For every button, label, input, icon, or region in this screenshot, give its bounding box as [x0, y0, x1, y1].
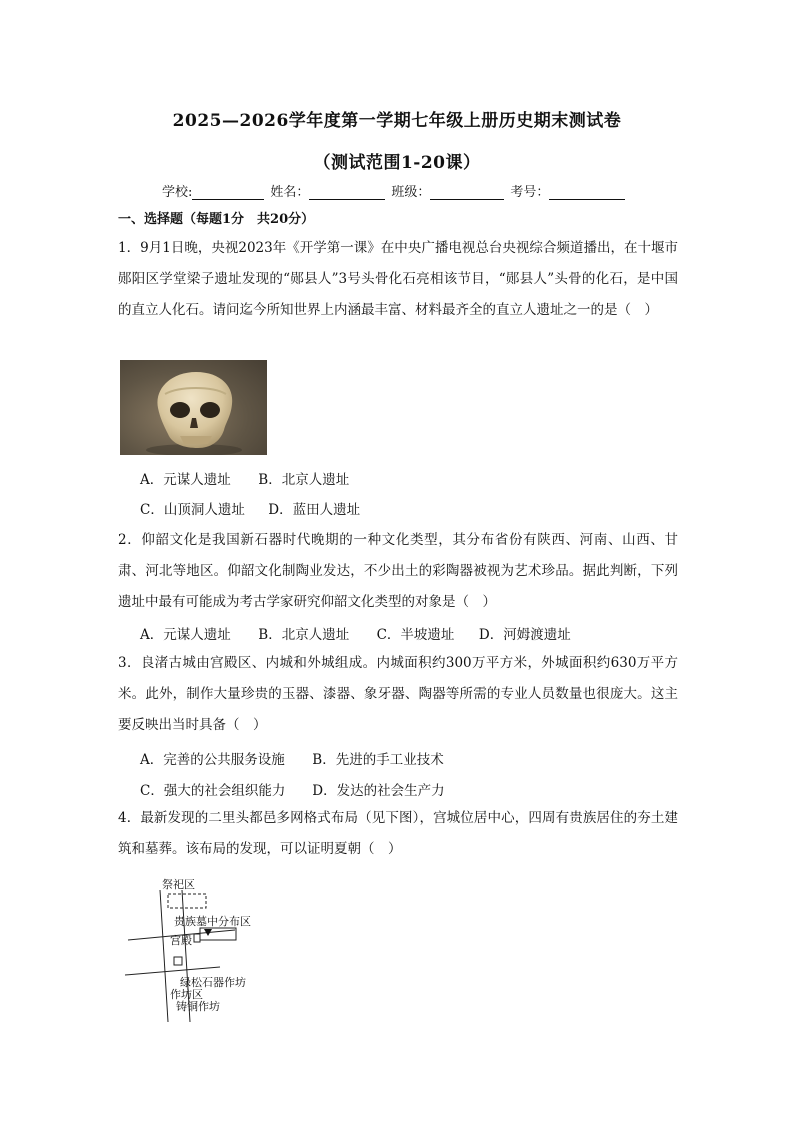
question-2-option-c[interactable]: C．半坡遗址 — [376, 627, 455, 643]
question-1-stem: 1．9月1日晚，央视2023年《开学第一课》在中央广播电视总台央视综合频道播出，在十堰市郧阳区学堂梁子遗址发现的“郧县人”3号头骨化石亮相该节目，“郧县人”头骨的化石，是中国的直立人化石。请问迄今所知世界上内涵最丰富、材料最齐全的直立人遗址之一的是（ ） — [118, 240, 678, 318]
question-1-option-d[interactable]: D．蓝田人遗址 — [268, 502, 361, 518]
name-label: 姓名： — [270, 185, 310, 200]
palace-box-2 — [174, 957, 182, 965]
question-2-stem: 2．仰韶文化是我国新石器时代晚期的一种文化类型，其分布省份有陕西、河南、山西、甘肃、河北等地区。仰韶文化制陶业发达，不少出土的彩陶器被视为艺术珍品。据此判断，下列遗址中最有可能成为考古学家研究仰韶文化类型的对象是（ ） — [118, 532, 678, 610]
section-heading: 一、选择题（每题1分 共20分） — [118, 212, 315, 227]
label-bronze-workshop: 铸铜作坊 — [176, 1000, 220, 1013]
exam-no-blank[interactable] — [549, 185, 625, 200]
sacrifice-zone-box — [168, 894, 206, 908]
question-3-stem: 3．良渚古城由宫殿区、内城和外城组成。内城面积约300万平方米，外城面积约630万平方米。此外，制作大量珍贵的玉器、漆器、象牙器、陶器等所需的专业人员数量也很庞大。这主要反映出当时具备（ ） — [118, 655, 678, 733]
student-info-row — [162, 181, 631, 200]
question-1-option-c[interactable]: C．山顶洞人遗址 — [140, 502, 245, 518]
palace-box-1 — [194, 934, 200, 942]
question-3-option-c[interactable]: C．强大的社会组织能力 — [140, 783, 286, 799]
question-2-option-b[interactable]: B．北京人遗址 — [258, 627, 350, 643]
class-label: 班级： — [391, 185, 431, 200]
exam-subtitle: （测试范围1-20课） — [313, 153, 481, 173]
class-blank[interactable] — [430, 185, 504, 200]
question-2-options-row — [140, 623, 571, 643]
label-sacrifice-zone: 祭祀区 — [162, 878, 195, 891]
skull-icon — [120, 360, 267, 455]
question-3-option-a[interactable]: A．完善的公共服务设施 — [140, 752, 285, 768]
question-1-options-row-2 — [140, 498, 360, 518]
exam-title: 2025—2026学年度第一学期七年级上册历史期末测试卷 — [172, 111, 622, 131]
exam-no-label: 考号： — [510, 185, 550, 200]
school-blank[interactable] — [192, 185, 264, 200]
question-1-option-b[interactable]: B．北京人遗址 — [258, 472, 350, 488]
label-workshop-zone: 作坊区 — [170, 988, 203, 1001]
road-line-1 — [160, 890, 168, 1022]
question-2-option-d[interactable]: D．河姆渡遗址 — [478, 627, 571, 643]
erlitou-layout-diagram — [120, 872, 280, 1022]
question-3-options-row-1 — [140, 748, 444, 768]
question-3-option-b[interactable]: B．先进的手工业技术 — [312, 752, 444, 768]
question-3-options-row-2 — [140, 779, 445, 799]
label-turquoise-workshop: 绿松石器作坊 — [180, 976, 246, 989]
school-label: 学校: — [162, 185, 193, 200]
skull-photo — [120, 360, 267, 455]
question-2-option-a[interactable]: A．元谋人遗址 — [140, 627, 231, 643]
question-3-option-d[interactable]: D．发达的社会生产力 — [312, 783, 445, 799]
road-line-4 — [125, 967, 220, 975]
question-4-stem: 4．最新发现的二里头都邑多网格式布局（见下图），宫城位居中心，四周有贵族居住的夯土建筑和墓葬。该布局的发现，可以证明夏朝（ ） — [118, 810, 678, 857]
question-1-option-a[interactable]: A．元谋人遗址 — [140, 472, 231, 488]
label-noble-tomb-zone: 贵族墓中分布区 — [174, 915, 251, 928]
name-blank[interactable] — [309, 185, 385, 200]
question-1-options-row-1 — [140, 468, 349, 488]
label-palace: 宫殿 — [170, 934, 192, 947]
